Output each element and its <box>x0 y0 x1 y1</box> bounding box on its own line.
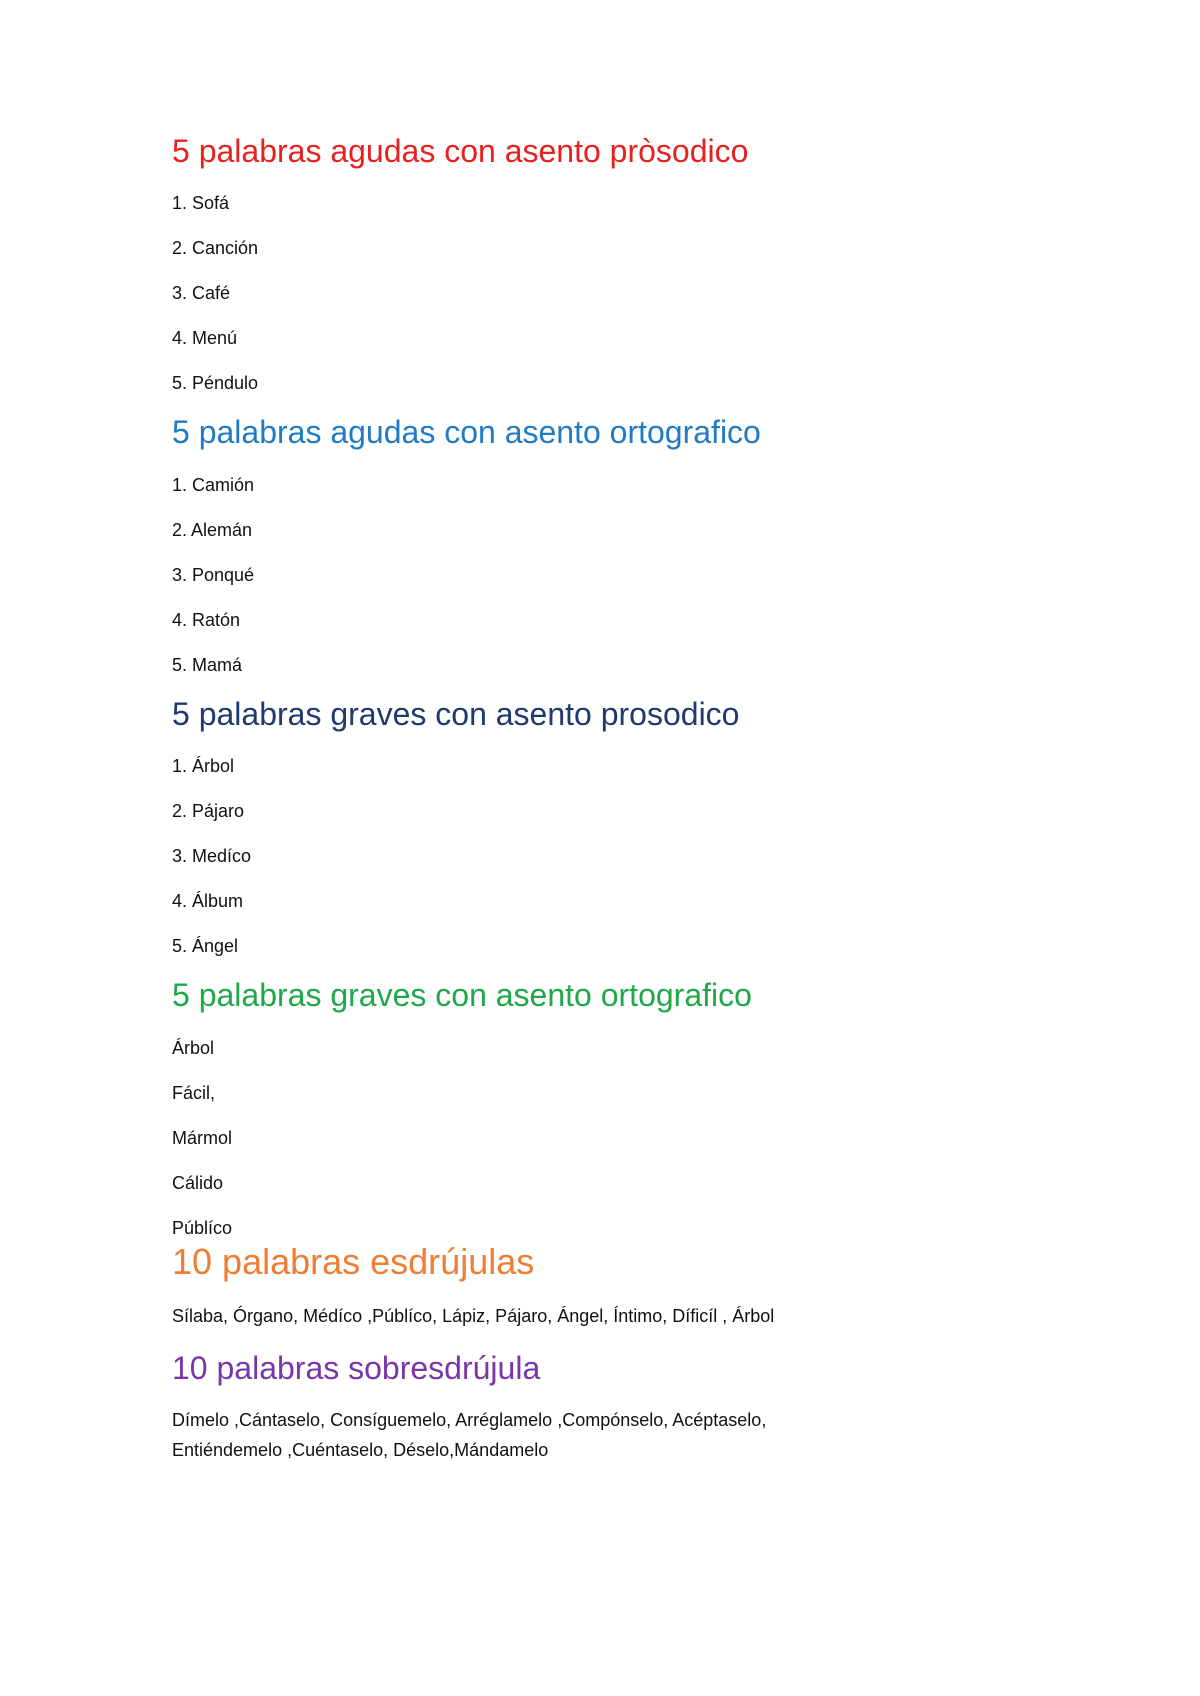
paragraph-esdrujulas: Sílaba, Órgano, Médíco ,Públíco, Lápiz, Pájaro, Ángel, Íntimo, Díficíl , Árbol <box>172 1305 775 1326</box>
list-item: 1. Árbol <box>172 756 235 777</box>
list-item: 3. Ponqué <box>172 564 255 585</box>
list-item: Fácil, <box>172 1082 216 1103</box>
list-item: Mármol <box>172 1127 233 1148</box>
section-heading-esdrujulas: 10 palabras esdrújulas <box>172 1240 535 1282</box>
paragraph-sobresdrujula: Dímelo ,Cántaselo, Consíguemelo, Arréglamelo ,Compónselo, Acéptaselo, Entiéndemelo ,Cuéntaselo, Déselo,Mándamelo <box>172 1410 767 1461</box>
list-item: Cálido <box>172 1172 224 1193</box>
list-agudas-ortografico <box>172 473 1072 677</box>
list-item: 5. Péndulo <box>172 373 259 394</box>
section-heading-graves-prosodico: 5 palabras graves con asento prosodico <box>172 695 740 732</box>
list-item: Árbol <box>172 1037 215 1058</box>
list-item: 4. Menú <box>172 328 238 349</box>
section-heading-agudas-ortografico: 5 palabras agudas con asento ortografico <box>172 414 761 451</box>
list-item: 2. Alemán <box>172 519 253 540</box>
list-agudas-prosodico <box>172 191 1072 395</box>
section-heading-agudas-prosodico: 5 palabras agudas con asento pròsodico <box>172 133 749 169</box>
section-heading-sobresdrujula: 10 palabras sobresdrújula <box>172 1349 541 1386</box>
list-item: 5. Mamá <box>172 654 243 675</box>
list-item: 4. Ratón <box>172 609 241 630</box>
list-item: 1. Sofá <box>172 193 230 214</box>
list-item: 3. Café <box>172 283 231 304</box>
list-graves-ortografico <box>172 1036 1072 1240</box>
list-item: 5. Ángel <box>172 936 239 957</box>
list-item: 1. Camión <box>172 474 255 495</box>
list-graves-prosodico <box>172 754 1072 958</box>
list-item: Públíco <box>172 1217 233 1238</box>
document-page <box>172 132 1072 1483</box>
list-item: 2. Canción <box>172 238 259 259</box>
list-item: 4. Álbum <box>172 891 244 912</box>
list-item: 3. Medíco <box>172 846 252 867</box>
section-heading-graves-ortografico: 5 palabras graves con asento ortografico <box>172 977 752 1014</box>
list-item: 2. Pájaro <box>172 801 245 822</box>
